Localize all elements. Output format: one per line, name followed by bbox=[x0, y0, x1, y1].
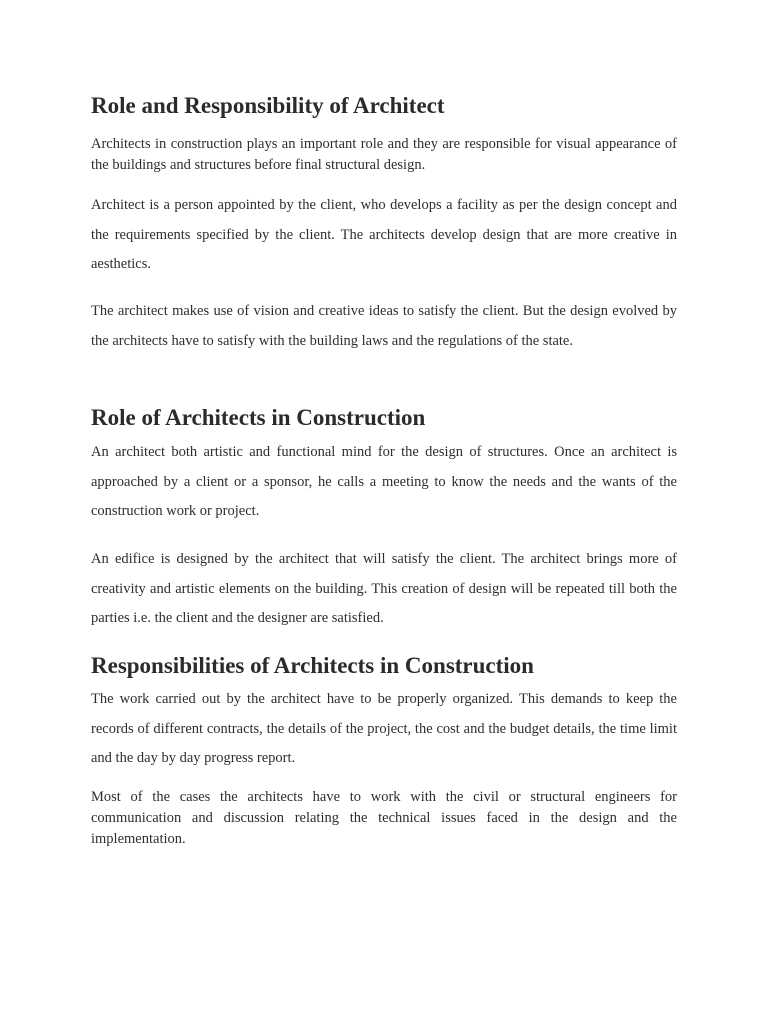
paragraph: An edifice is designed by the architect that will satisfy the client. The architect brings more of creativity and artistic elements on the building. This creation of design will be repeated till both the parties i.e. the client and the designer are satisfied. bbox=[91, 551, 677, 626]
section-heading-role-of-architects: Role of Architects in Construction bbox=[91, 405, 426, 430]
paragraph: Architect is a person appointed by the client, who develops a facility as per the design concept and the requirements specified by the client. The architects develop design that are more creative in aesthetics. bbox=[91, 197, 677, 272]
paragraph: Most of the cases the architects have to work with the civil or structural engineers for communication and discussion relating the technical issues faced in the design and the implementation. bbox=[91, 789, 677, 847]
section-heading-role-and-responsibility: Role and Responsibility of Architect bbox=[91, 93, 445, 118]
section-heading-responsibilities-of-architects: Responsibilities of Architects in Construction bbox=[91, 653, 534, 678]
paragraph: The architect makes use of vision and creative ideas to satisfy the client. But the design evolved by the architects have to satisfy with the building laws and the regulations of the state. bbox=[91, 303, 677, 349]
paragraph: The work carried out by the architect have to be properly organized. This demands to keep the records of different contracts, the details of the project, the cost and the budget details, the time limit and the day by day progress report. bbox=[91, 691, 677, 766]
paragraph: Architects in construction plays an important role and they are responsible for visual appearance of the buildings and structures before final structural design. bbox=[91, 136, 677, 173]
paragraph: An architect both artistic and functional mind for the design of structures. Once an architect is approached by a client or a sponsor, he calls a meeting to know the needs and the wants of the construction work or project. bbox=[91, 444, 677, 519]
